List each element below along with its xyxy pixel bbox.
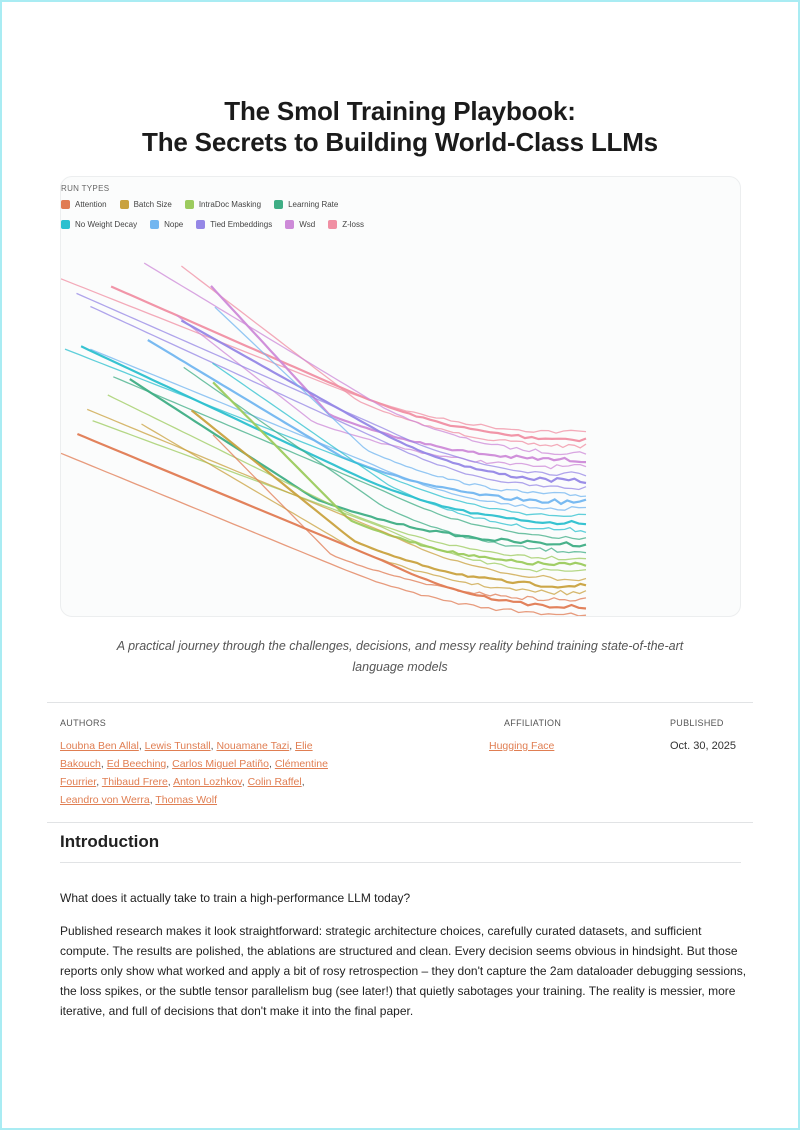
author-link[interactable]: Anton Lozhkov [173,776,242,788]
legend-label: Wsd [299,219,316,229]
affiliation-label: AFFILIATION [504,718,562,728]
page-title [0,96,800,158]
author-link[interactable]: Nouamane Tazi [216,740,290,752]
published-label: PUBLISHED [670,718,724,728]
legend-label: Learning Rate [288,199,339,209]
legend-swatch [274,200,283,209]
author-link[interactable]: Carlos Miguel Patiño [172,758,269,770]
legend-item-batch-size[interactable] [120,199,172,209]
legend-label: Batch Size [133,199,172,209]
legend-item-wsd[interactable] [285,219,315,229]
intro-paragraph-1: What does it actually take to train a high-performance LLM today? [60,891,411,905]
legend-label: Z-loss [342,219,364,229]
legend-swatch [61,220,70,229]
authors-label: AUTHORS [60,718,107,728]
heading-underline [60,862,741,863]
loss-curves-chart [61,177,741,617]
author-link[interactable]: Lewis Tunstall [144,740,211,752]
loss-curve-attention [213,435,586,601]
title-line-1: The Smol Training Playbook: [224,96,576,126]
legend-swatch [196,220,205,229]
affiliation-link[interactable]: Hugging Face [489,740,555,752]
legend-swatch [185,200,194,209]
loss-curve-attention [61,453,586,616]
legend-label: Nope [164,219,184,229]
author-link[interactable]: Thomas Wolf [155,794,218,806]
legend-swatch [61,200,70,209]
loss-curve-z-loss [181,266,586,448]
loss-curve-z-loss [111,287,586,442]
legend-swatch [328,220,337,229]
title-line-2: The Secrets to Building World-Class LLMs [142,127,658,157]
loss-curve-nope [215,307,586,496]
published-date: Oct. 30, 2025 [670,740,737,752]
legend-item-nope[interactable] [150,219,183,229]
author-link[interactable]: Clémentine Fourrier [60,758,328,788]
legend-item-attention[interactable] [61,199,107,209]
legend-swatch [150,220,159,229]
hero-chart [60,176,741,617]
divider [47,702,753,703]
author-link[interactable]: Ed Beeching [106,758,167,770]
legend-item-no-weight-decay[interactable] [61,219,137,229]
legend-label: No Weight Decay [75,219,138,229]
legend-item-tied-embeddings[interactable] [196,219,272,229]
legend-item-z-loss[interactable] [328,219,364,229]
author-link[interactable]: Loubna Ben Allal [60,740,139,752]
legend-label: IntraDoc Masking [198,199,262,209]
legend-label: Attention [75,199,107,209]
legend-label: Tied Embeddings [210,219,273,229]
legend-item-learning-rate[interactable] [274,199,338,209]
author-link[interactable]: Leandro von Werra [60,794,150,806]
legend-item-intradoc-masking[interactable] [185,199,261,209]
legend [61,199,481,229]
affiliation [489,737,554,755]
authors-list: Loubna Ben Allal, Lewis Tunstall, Nouamane Tazi, Elie Bakouch, Ed Beeching, Carlos Miguel Patiño, Clémentine Fourrier, Thibaud Frere, Anton Lozhkov, Colin Raffel, Leandro von Werra, Thomas Wolf [60,740,328,806]
legend-title: RUN TYPES [61,184,110,193]
section-heading: Introduction [60,832,160,851]
author-link[interactable]: Elie Bakouch [60,740,313,770]
legend-swatch [285,220,294,229]
divider [47,822,753,823]
intro-paragraph-2: Published research makes it look straightforward: strategic architecture choices, carefully curated datasets, and sufficient compute. The results are polished, the ablations are structured and clean. Every decision seems obvious in hindsight. But those reports only show what worked and apply a bit of rosy retrospection – they don't capture the 2am dataloader debugging sessions, the loss spikes, or the subtle tensor parallelism bug (see later!) that quietly sabotages your training. The reality is messier, more iterative, and full of decisions that don't make it into the final paper. [60,924,747,1018]
loss-curve-wsd [177,315,586,468]
author-link[interactable]: Thibaud Frere [101,776,168,788]
loss-curve-learning-rate [184,367,586,552]
subtitle: A practical journey through the challenges, decisions, and messy reality behind training state-of-the-art language models [116,639,684,674]
author-link[interactable]: Colin Raffel [247,776,302,788]
legend-swatch [120,200,129,209]
